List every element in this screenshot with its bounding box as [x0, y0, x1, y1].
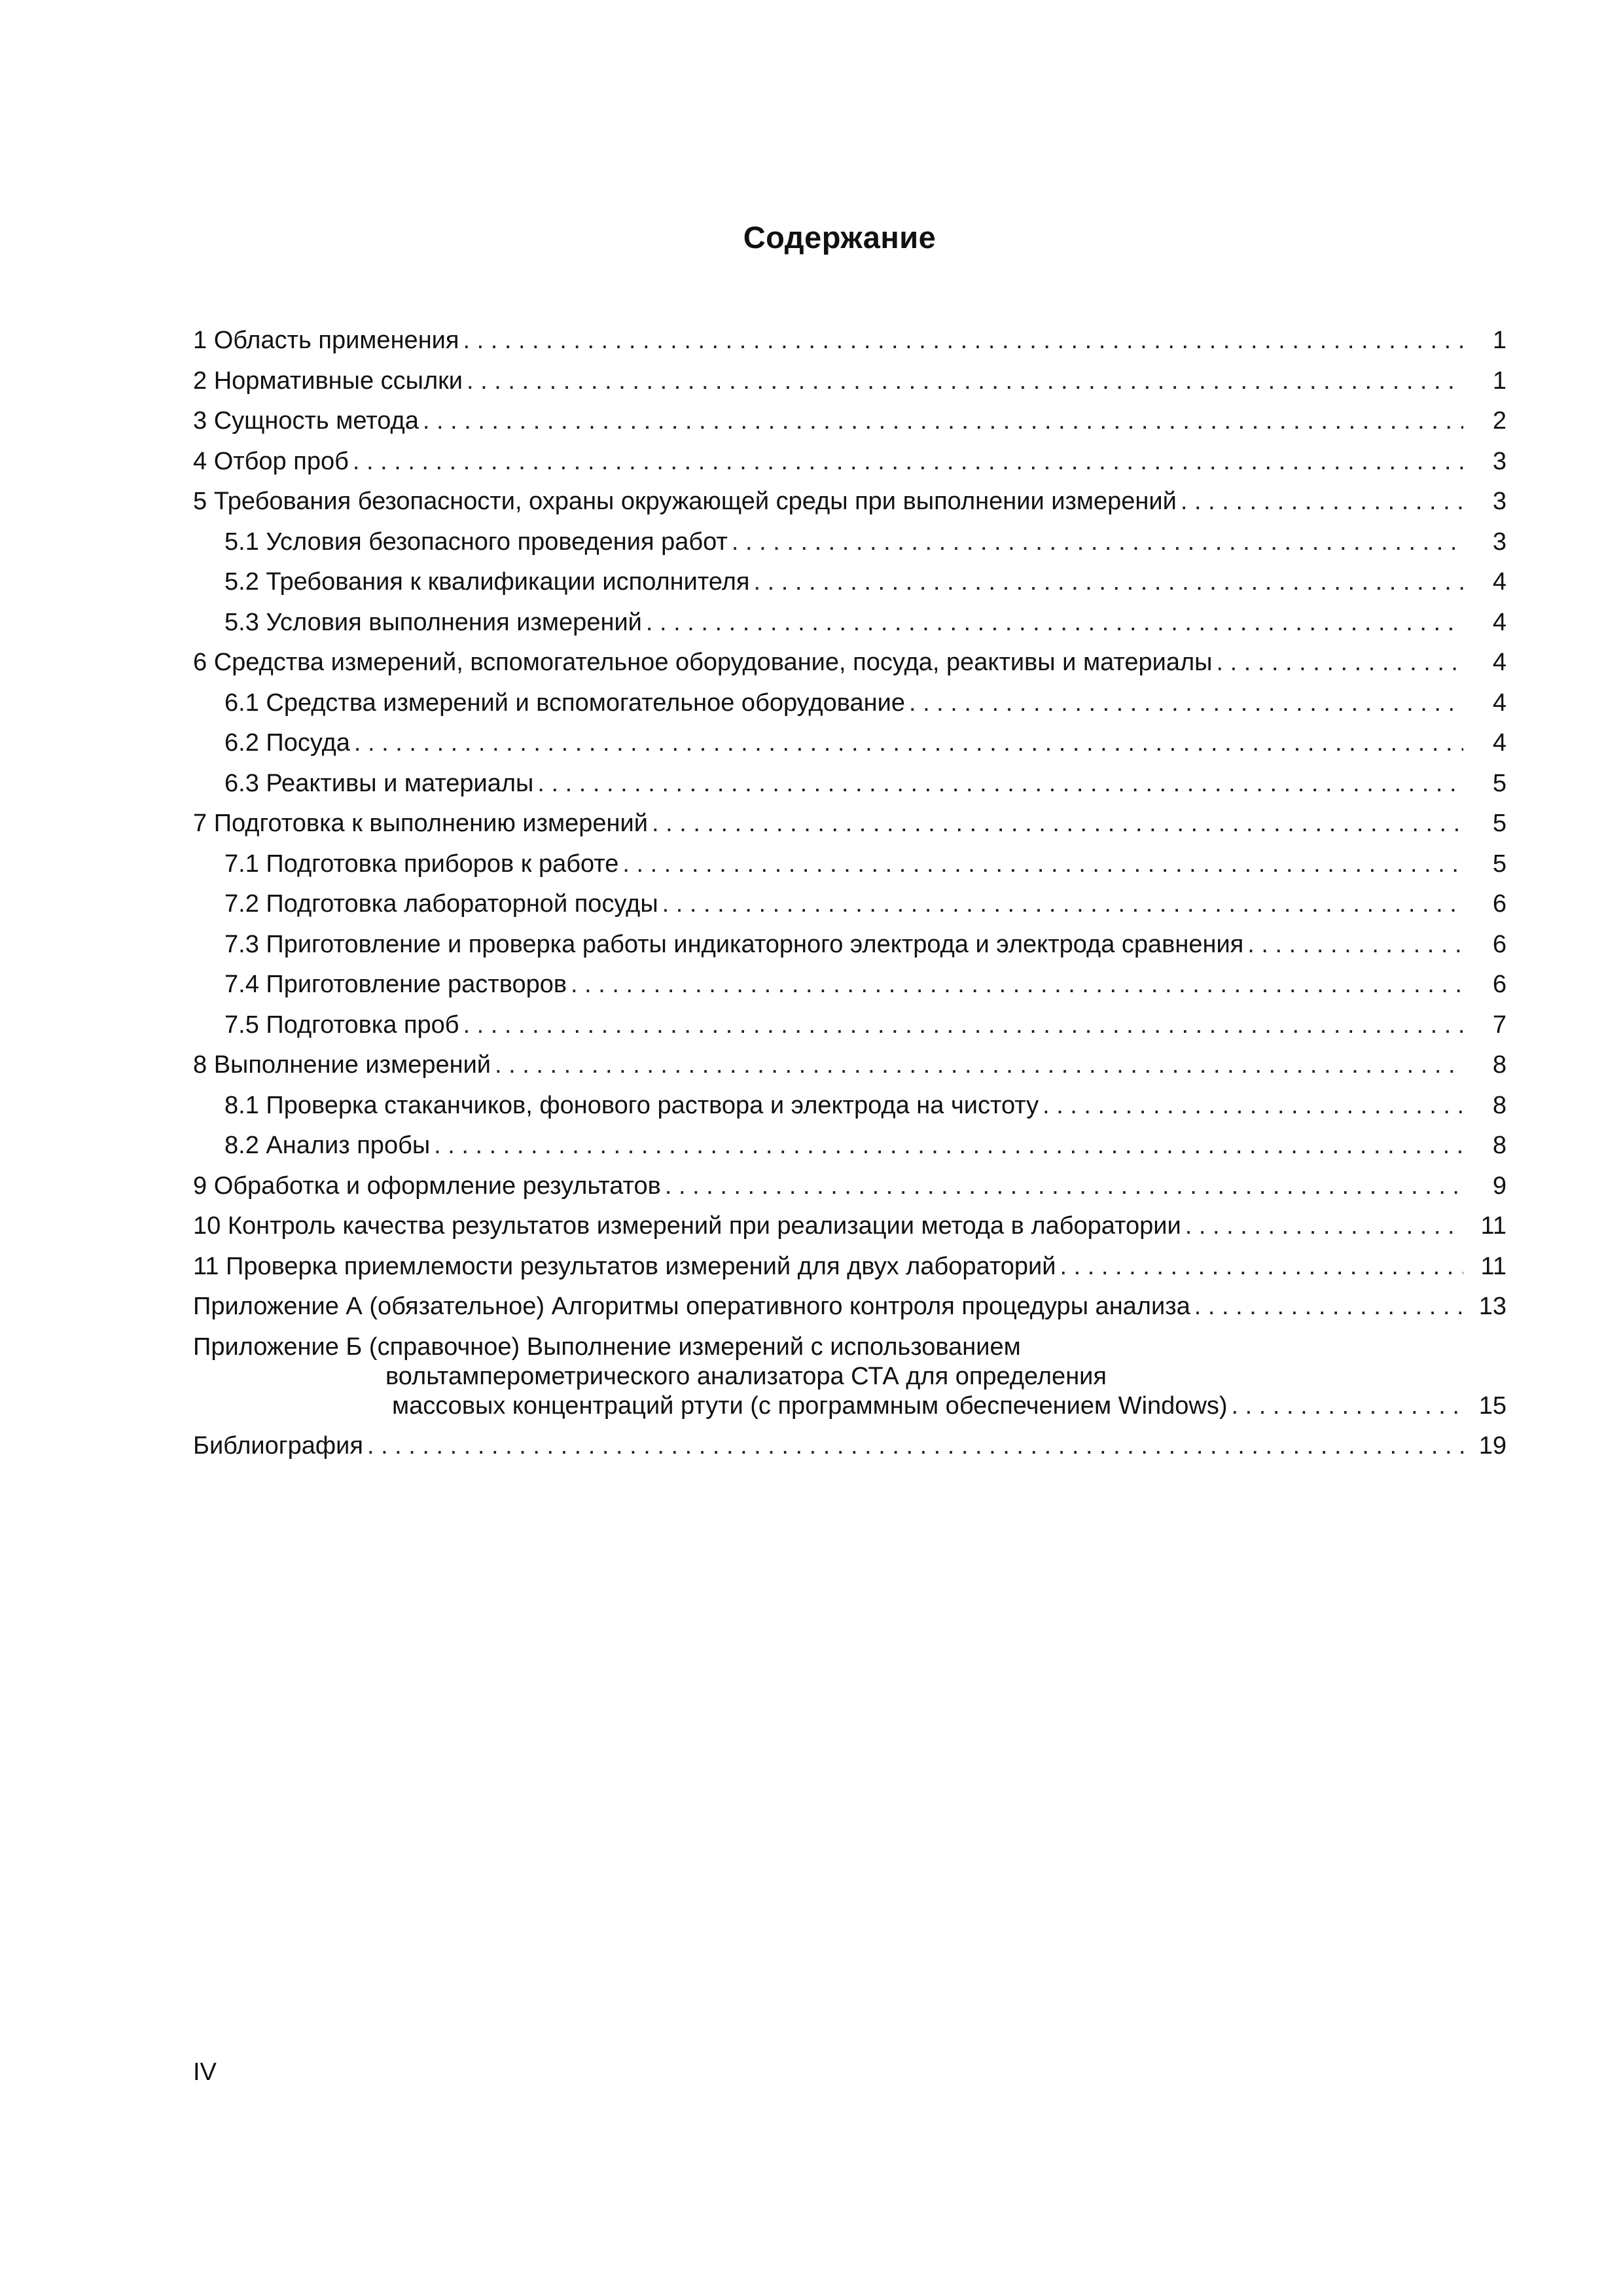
dot-leader: [1060, 1252, 1463, 1282]
dot-leader: [909, 689, 1463, 718]
dot-leader: [665, 1172, 1463, 1201]
toc-entry-text: 6.3 Реактивы и материалы: [224, 769, 534, 797]
toc-entry[interactable]: [193, 487, 1507, 516]
toc-page-number: 8: [1492, 1091, 1507, 1119]
toc-subentry[interactable]: [193, 889, 1507, 919]
toc-entry[interactable]: [193, 1211, 1507, 1241]
dot-leader: [662, 889, 1463, 919]
toc-entry[interactable]: [193, 1050, 1507, 1080]
dot-leader: [537, 769, 1463, 798]
toc-entry-text: 7.2 Подготовка лабораторной посуды: [224, 890, 658, 918]
dot-leader: [467, 367, 1463, 396]
toc-page-number: 15: [1478, 1391, 1507, 1420]
toc-subentry[interactable]: [193, 689, 1507, 718]
dot-leader: [423, 406, 1463, 436]
toc-entry[interactable]: [193, 367, 1507, 396]
toc-entry-text: 6 Средства измерений, вспомогательное оборудование, посуда, реактивы и материалы: [193, 649, 1213, 676]
toc-entry-text: 1 Область применения: [193, 327, 459, 354]
toc-entry-text: 10 Контроль качества результатов измерений при реализации метода в лаборатории: [193, 1212, 1181, 1240]
toc-entry-text: 6.2 Посуда: [224, 729, 350, 757]
toc-entry-text: 9 Обработка и оформление результатов: [193, 1172, 661, 1200]
dot-leader: [652, 809, 1463, 838]
toc-page-number: 3: [1492, 447, 1507, 475]
toc-page-number: 6: [1492, 890, 1507, 918]
toc-entry-text: 7.3 Приготовление и проверка работы индикаторного электрода и электрода сравнения: [224, 930, 1244, 958]
dot-leader: [434, 1131, 1463, 1160]
toc-entry-appendix-b[interactable]: [193, 1333, 1507, 1421]
toc-page-number: 4: [1492, 729, 1507, 757]
toc-subentry[interactable]: [193, 850, 1507, 879]
toc-entry[interactable]: [193, 326, 1507, 355]
toc-subentry[interactable]: [193, 970, 1507, 999]
toc-entry-text: 5 Требования безопасности, охраны окружающей среды при выполнении измерений: [193, 488, 1177, 515]
toc-subentry[interactable]: [193, 1131, 1507, 1160]
toc-entry-text: 5.1 Условия безопасного проведения работ: [224, 528, 728, 556]
dot-leader: [646, 608, 1463, 637]
toc-page-number: 2: [1492, 407, 1507, 435]
dot-leader: [732, 528, 1463, 557]
dot-leader: [1181, 487, 1463, 516]
toc-entry-text: 8 Выполнение измерений: [193, 1051, 491, 1079]
toc-page-number: 13: [1478, 1293, 1507, 1320]
toc-entry-text: 11 Проверка приемлемости результатов измерений для двух лабораторий: [193, 1252, 1056, 1280]
toc-entry[interactable]: [193, 1292, 1507, 1321]
toc-entry-text: 7 Подготовка к выполнению измерений: [193, 810, 648, 837]
toc-page-number: 8: [1492, 1051, 1507, 1079]
dot-leader: [1232, 1391, 1463, 1421]
toc-entry-text: 6.1 Средства измерений и вспомогательное оборудование: [224, 689, 905, 717]
toc-entry[interactable]: [193, 1431, 1507, 1461]
toc-entry-text: 7.5 Подготовка проб: [224, 1011, 459, 1039]
toc-entry[interactable]: [193, 1252, 1507, 1282]
toc-entry[interactable]: [193, 809, 1507, 838]
toc-entry-line: вольтамперометрического анализатора СТА для определения: [385, 1362, 1107, 1390]
dot-leader: [622, 850, 1463, 879]
dot-leader: [571, 970, 1463, 999]
toc-entry-text: 8.2 Анализ пробы: [224, 1132, 431, 1159]
toc-page-number: 19: [1478, 1432, 1507, 1460]
toc-entry-text: 8.1 Проверка стаканчиков, фонового раствора и электрода на чистоту: [224, 1091, 1039, 1119]
toc-entry[interactable]: [193, 1172, 1507, 1201]
toc-page-number: 1: [1492, 327, 1507, 354]
toc-subentry[interactable]: [193, 567, 1507, 597]
toc-page-number: 5: [1492, 810, 1507, 837]
toc-entry-line: Приложение Б (справочное) Выполнение измерений с использованием: [193, 1333, 1021, 1361]
toc-entry-text: 4 Отбор проб: [193, 447, 349, 475]
dot-leader: [463, 1011, 1463, 1040]
dot-leader: [754, 567, 1464, 597]
toc-entry-text: 5.3 Условия выполнения измерений: [224, 608, 642, 636]
toc-entry-text: 7.1 Подготовка приборов к работе: [224, 850, 619, 878]
dot-leader: [1043, 1091, 1463, 1121]
dot-leader: [1247, 930, 1463, 960]
toc-page-number: 4: [1492, 649, 1507, 676]
toc-subentry[interactable]: [193, 1091, 1507, 1121]
dot-leader: [463, 326, 1463, 355]
toc-page-number: 3: [1492, 528, 1507, 556]
toc-page-number: 9: [1492, 1172, 1507, 1200]
toc-page-number: 11: [1480, 1212, 1507, 1240]
toc-entry-text: 5.2 Требования к квалификации исполнителя: [224, 568, 750, 596]
toc-entry[interactable]: [193, 447, 1507, 476]
toc-entry-text: 3 Сущность метода: [193, 407, 419, 435]
dot-leader: [367, 1431, 1463, 1461]
dot-leader: [1216, 648, 1463, 677]
toc-page-number: 6: [1492, 971, 1507, 998]
toc-subentry[interactable]: [193, 728, 1507, 758]
dot-leader: [1194, 1292, 1463, 1321]
toc-page-number: 6: [1492, 930, 1507, 958]
toc-subentry[interactable]: [193, 608, 1507, 637]
dot-leader: [353, 447, 1463, 476]
toc-page-number: 4: [1492, 689, 1507, 717]
toc-page-number: 4: [1492, 568, 1507, 596]
toc-subentry[interactable]: [193, 930, 1507, 960]
table-of-contents: [193, 326, 1507, 1472]
toc-entry-text-multiline: [193, 1333, 1228, 1421]
toc-subentry[interactable]: [193, 769, 1507, 798]
toc-page-number: 11: [1480, 1252, 1507, 1280]
toc-entry-line: массовых концентраций ртути (с программным обеспечением Windows): [392, 1391, 1228, 1420]
toc-entry-text: 2 Нормативные ссылки: [193, 367, 463, 395]
toc-page-number: 7: [1492, 1011, 1507, 1039]
dot-leader: [354, 728, 1463, 758]
toc-entry-text: Библиография: [193, 1432, 363, 1460]
toc-page-number: 4: [1492, 608, 1507, 636]
toc-page-number: 3: [1492, 488, 1507, 515]
dot-leader: [1185, 1211, 1463, 1241]
toc-page-number: 5: [1492, 769, 1507, 797]
toc-page-number: 8: [1492, 1132, 1507, 1159]
toc-page-number: 5: [1492, 850, 1507, 878]
toc-entry[interactable]: [193, 406, 1507, 436]
toc-entry-text: 7.4 Приготовление растворов: [224, 971, 567, 998]
footer-page-number: IV: [193, 2058, 217, 2086]
toc-entry[interactable]: [193, 648, 1507, 677]
toc-entry-text: Приложение А (обязательное) Алгоритмы оперативного контроля процедуры анализа: [193, 1293, 1190, 1320]
page-title: Содержание: [743, 220, 936, 255]
toc-page-number: 1: [1492, 367, 1507, 395]
toc-subentry[interactable]: [193, 528, 1507, 557]
dot-leader: [495, 1050, 1463, 1080]
toc-subentry[interactable]: [193, 1011, 1507, 1040]
